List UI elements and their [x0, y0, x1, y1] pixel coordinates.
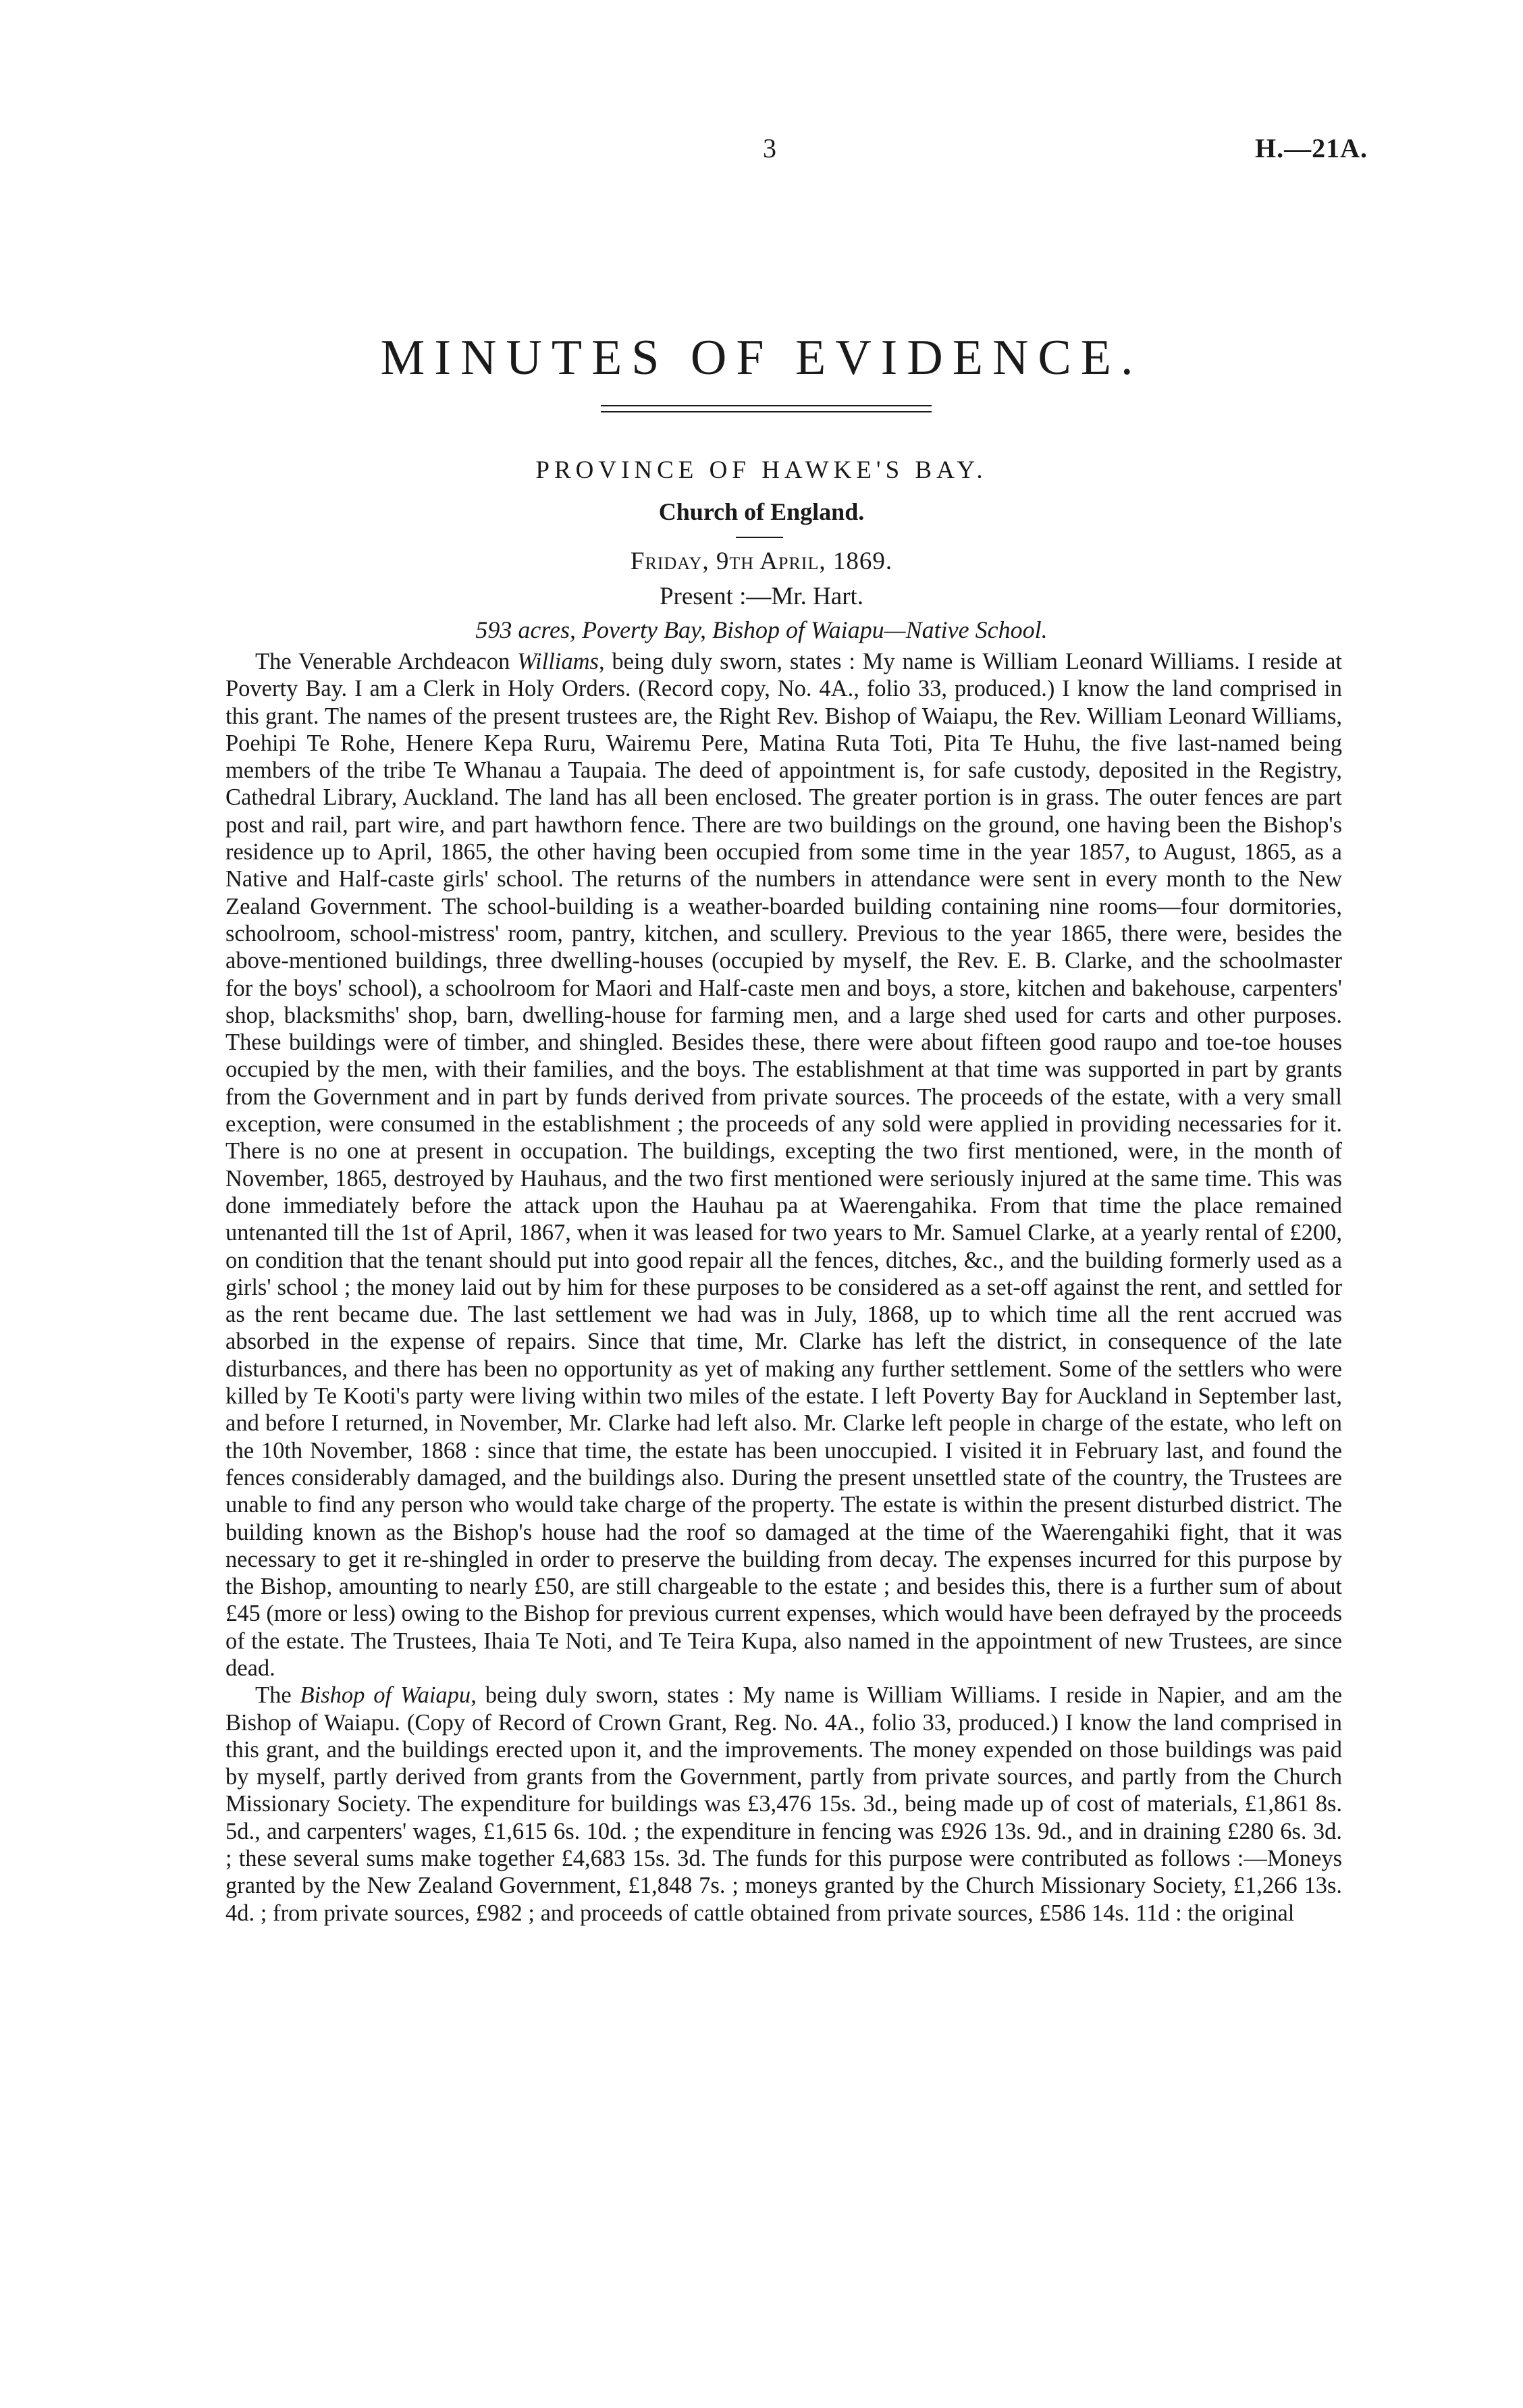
evidence-paragraph — [225, 648, 1342, 1682]
title-rule-lower — [601, 411, 932, 412]
short-divider — [736, 537, 783, 538]
main-title: MINUTES OF EVIDENCE. — [380, 330, 1143, 385]
grant-heading: 593 acres, Poverty Bay, Bishop of Waiapu—Native School. — [475, 616, 1048, 643]
present-line: Present :—Mr. Hart. — [659, 583, 864, 610]
evidence-text: , being duly sworn, states : My name is William Williams. I reside in Napier, and am the Bishop of Waiapu. (Copy of Record of Crown Grant, Reg. No. 4A., folio 33, produced.) I know the land comprised in this grant, and the buildings erected upon it, and the improvements. The money expended on those buildings was paid by myself, partly derived from grants from the Government, partly from private sources, and partly from the Church Missionary Society. The expenditure for buildings was £3,476 15s. 3d., being made up of cost of materials, £1,861 8s. 5d., and carpenters' wages, £1,615 6s. 10d. ; the expenditure in fencing was £926 13s. 9d., and in draining £280 6s. 3d. ; these several sums make together £4,683 15s. 3d. The funds for this purpose were contributed as follows :—Moneys granted by the New Zealand Government, £1,848 7s. ; moneys granted by the Church Missionary Society, £1,266 13s. 4d. ; from private sources, £982 ; and proceeds of cattle obtained from private sources, £586 14s. 11d : the original — [225, 1682, 1343, 1926]
page-number: 3 — [763, 133, 776, 163]
title-rule-upper — [601, 405, 932, 406]
province-heading: PROVINCE OF HAWKE'S BAY. — [535, 456, 988, 484]
evidence-lead: The Venerable Archdeacon — [255, 649, 518, 674]
document-reference: H.—21A. — [1255, 133, 1368, 163]
witness-name: Williams — [517, 649, 599, 674]
evidence-body — [225, 648, 1342, 1927]
evidence-lead: The — [255, 1682, 300, 1709]
sitting-date: Friday, 9th April, 1869. — [630, 547, 893, 575]
church-heading: Church of England. — [658, 498, 865, 525]
evidence-paragraph — [225, 1682, 1342, 1927]
evidence-text: , being duly sworn, states : My name is William Leonard Williams. I reside at Poverty Bay. I am a Clerk in Holy Orders. (Record copy, No. 4A., folio 33, produced.) I know the land comprised in this grant. The names of the present trustees are, the Right Rev. Bishop of Waiapu, the Rev. William Leonard Williams, Poehipi Te Rohe, Henere Kepa Ruru, Wairemu Pere, Matina Ruta Toti, Pita Te Huhu, the five last-named being members of the tribe Te Whanau a Taupaia. The deed of appointment is, for safe custody, deposited in the Registry, Cathedral Library, Auckland. The land has all been enclosed. The greater portion is in grass. The outer fences are part post and rail, part wire, and part hawthorn fence. There are two buildings on the ground, one having been the Bishop's residence up to April, 1865, the other having been occupied from some time in the year 1857, to August, 1865, as a Native and Half-caste girls' school. The returns of the numbers in attendance were sent in every month to the New Zealand Government. The school-building is a weather-boarded building containing nine rooms—four dormitories, schoolroom, school-mistress' room, pantry, kitchen, and scullery. Previous to the year 1865, there were, besides the above-mentioned buildings, three dwelling-houses (occupied by myself, the Rev. E. B. Clarke, and the schoolmaster for the boys' school), a schoolroom for Maori and Half-caste men and boys, a store, kitchen and bakehouse, carpenters' shop, blacksmiths' shop, barn, dwelling-house for farming men, and a large shed used for carts and other purposes. These buildings were of timber, and shingled. Besides these, there were about fifteen good raupo and toe-toe houses occupied by the men, with their families, and the boys. The establishment at that time was supported in part by grants from the Government and in part by funds derived from private sources. The proceeds of the estate, with a very small exception, were consumed in the establishment ; the proceeds of any sold were applied in providing necessaries for it. There is no one at present in occupation. The buildings, excepting the two first mentioned, were, in the month of November, 1865, destroyed by Hauhaus, and the two first mentioned were seriously injured at the same time. This was done immediately before the attack upon the Hauhau pa at Waerengahika. From that time the place remained untenanted till the 1st of April, 1867, when it was leased for two years to Mr. Samuel Clarke, at a yearly rental of £200, on condition that the tenant should put into good repair all the fences, ditches, &c., and the building formerly used as a girls' school ; the money laid out by him for these purposes to be considered as a set-off against the rent, and settled for as the rent became due. The last settlement we had was in July, 1868, up to which time all the rent accrued was absorbed in the expense of repairs. Since that time, Mr. Clarke has left the district, in consequence of the late disturbances, and there has been no opportunity as yet of making any further settlement. Some of the settlers who were killed by Te Kooti's party were living within two miles of the estate. I left Poverty Bay for Auckland in September last, and before I returned, in November, Mr. Clarke had left also. Mr. Clarke left people in charge of the estate, who left on the 10th November, 1868 : since that time, the estate has been unoccupied. I visited it in February last, and found the fences considerably damaged, and the buildings also. During the present unsettled state of the country, the Trustees are unable to find any person who would take charge of the property. The estate is within the present disturbed district. The building known as the Bishop's house had the roof so damaged at the time of the Waerengahiki fight, that it was necessary to get it re-shingled in order to preserve the building from decay. The expenses incurred for this purpose by the Bishop, amounting to nearly £50, are still chargeable to the estate ; and besides this, there is a further sum of about £45 (more or less) owing to the Bishop for previous current expenses, which would have been defrayed by the proceeds of the estate. The Trustees, Ihaia Te Noti, and Te Teira Kupa, also named in the appointment of new Trustees, are since dead. — [225, 649, 1342, 1681]
witness-name: Bishop of Waiapu — [300, 1682, 471, 1709]
